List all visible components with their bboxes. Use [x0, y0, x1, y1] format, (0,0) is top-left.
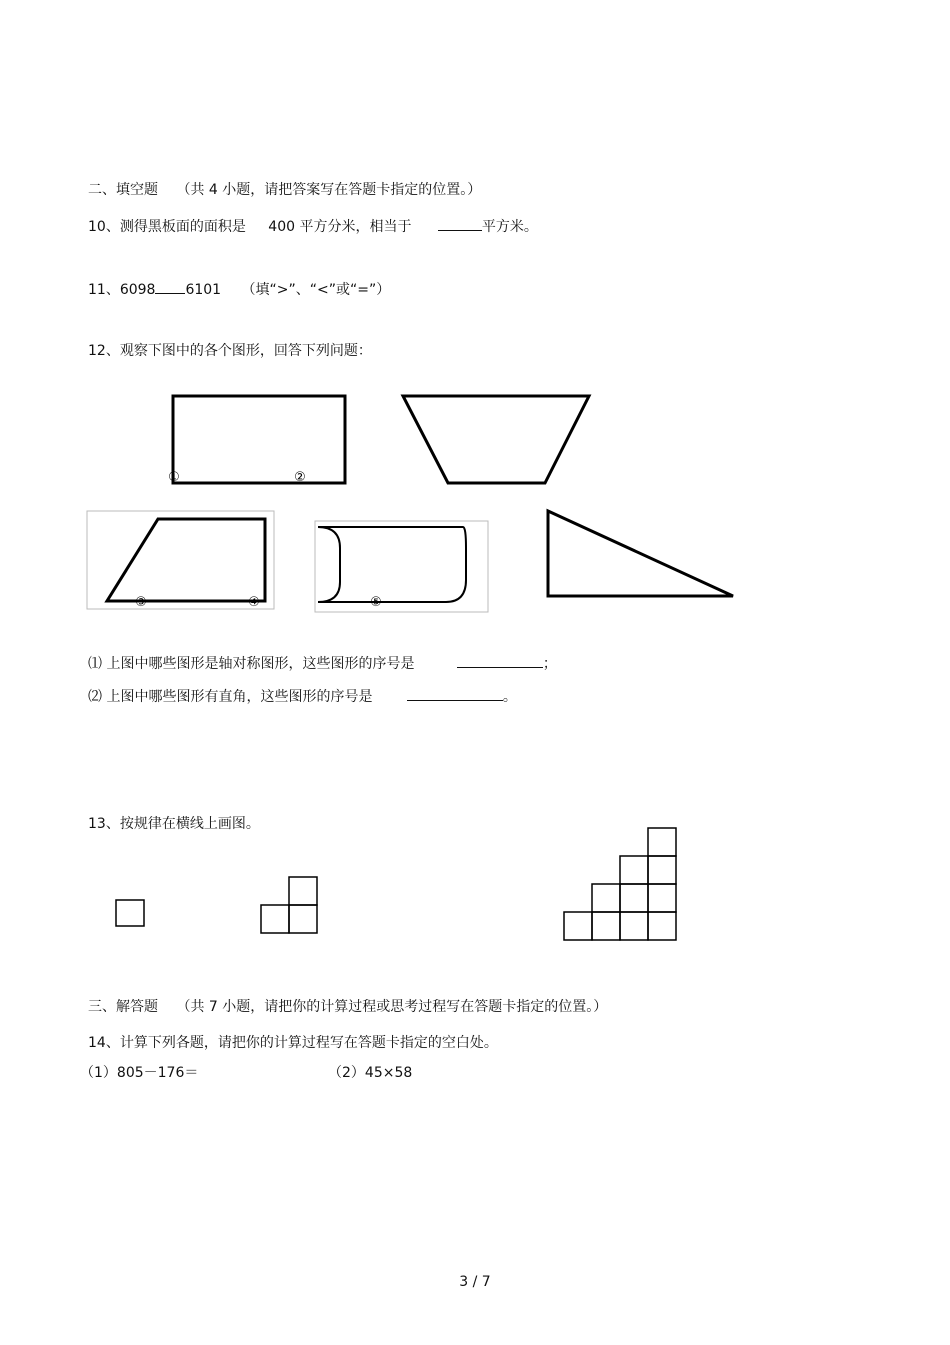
q10-value: 400: [268, 219, 296, 235]
q14-item-2: （2）45×58: [328, 1065, 413, 1081]
q12-sub2-end: 。: [502, 689, 517, 705]
section-3-note: （共 7 小题，请把你的计算过程或思考过程写在答题卡指定的位置。）: [176, 999, 608, 1015]
page-number: 3 / 7: [459, 1274, 491, 1290]
q10-text-b: 平方分米，相当于: [299, 219, 412, 235]
right-trapezoid-shape: [107, 519, 265, 601]
q13-pattern-4: [564, 828, 676, 940]
section-2-note: （共 4 小题，请把答案写在答题卡指定的位置。）: [176, 182, 482, 198]
q12-sub2-answer-blank[interactable]: [407, 686, 503, 701]
q12-sub2-text: ⑵ 上图中哪些图形有直角，这些图形的序号是: [88, 689, 373, 705]
q14-text: 14、计算下列各题，请把你的计算过程写在答题卡指定的空白处。: [88, 1035, 498, 1051]
section-3-heading-line: [88, 998, 607, 1016]
q12-sub1-end: ；: [542, 656, 557, 672]
q14-item-1: （1）805－176＝: [80, 1065, 199, 1081]
shape-label-5: ⑤: [370, 595, 382, 610]
q12-sub2: [88, 686, 517, 706]
q13-text: 13、按规律在横线上画图。: [88, 816, 260, 832]
shape-label-3: ③: [135, 595, 147, 610]
q10-text-c: 平方米。: [481, 219, 538, 235]
q13-pattern-2: [261, 877, 317, 933]
q11-note: （填“>”、“<”或“=”）: [241, 282, 391, 298]
q12-sub1-answer-blank[interactable]: [457, 653, 543, 668]
shape-label-4: ④: [248, 595, 260, 610]
q12-sub1: [88, 653, 557, 673]
q12-sub1-text: ⑴ 上图中哪些图形是轴对称图形，这些图形的序号是: [88, 656, 415, 672]
rounded-rectangle-left-curve: [318, 527, 340, 602]
shape-label-1: ①: [168, 470, 180, 485]
q11-number-a: 11、6098: [88, 282, 156, 298]
right-triangle-shape: [548, 511, 733, 596]
section-2-heading: 二、填空题: [88, 182, 158, 198]
rectangle-shape: [173, 396, 345, 483]
q13-pattern-1: [116, 900, 144, 926]
q12-text: 12、观察下图中的各个图形，回答下列问题：: [88, 343, 372, 359]
section-3-heading: 三、解答题: [88, 999, 158, 1015]
shape-3-4-frame: [87, 511, 274, 609]
q11-number-b: 6101: [185, 282, 222, 298]
isosceles-trapezoid-shape: [403, 396, 589, 483]
shape-label-2: ②: [294, 470, 306, 485]
q10-text-a: 10、测得黑板面的面积是: [88, 219, 246, 235]
